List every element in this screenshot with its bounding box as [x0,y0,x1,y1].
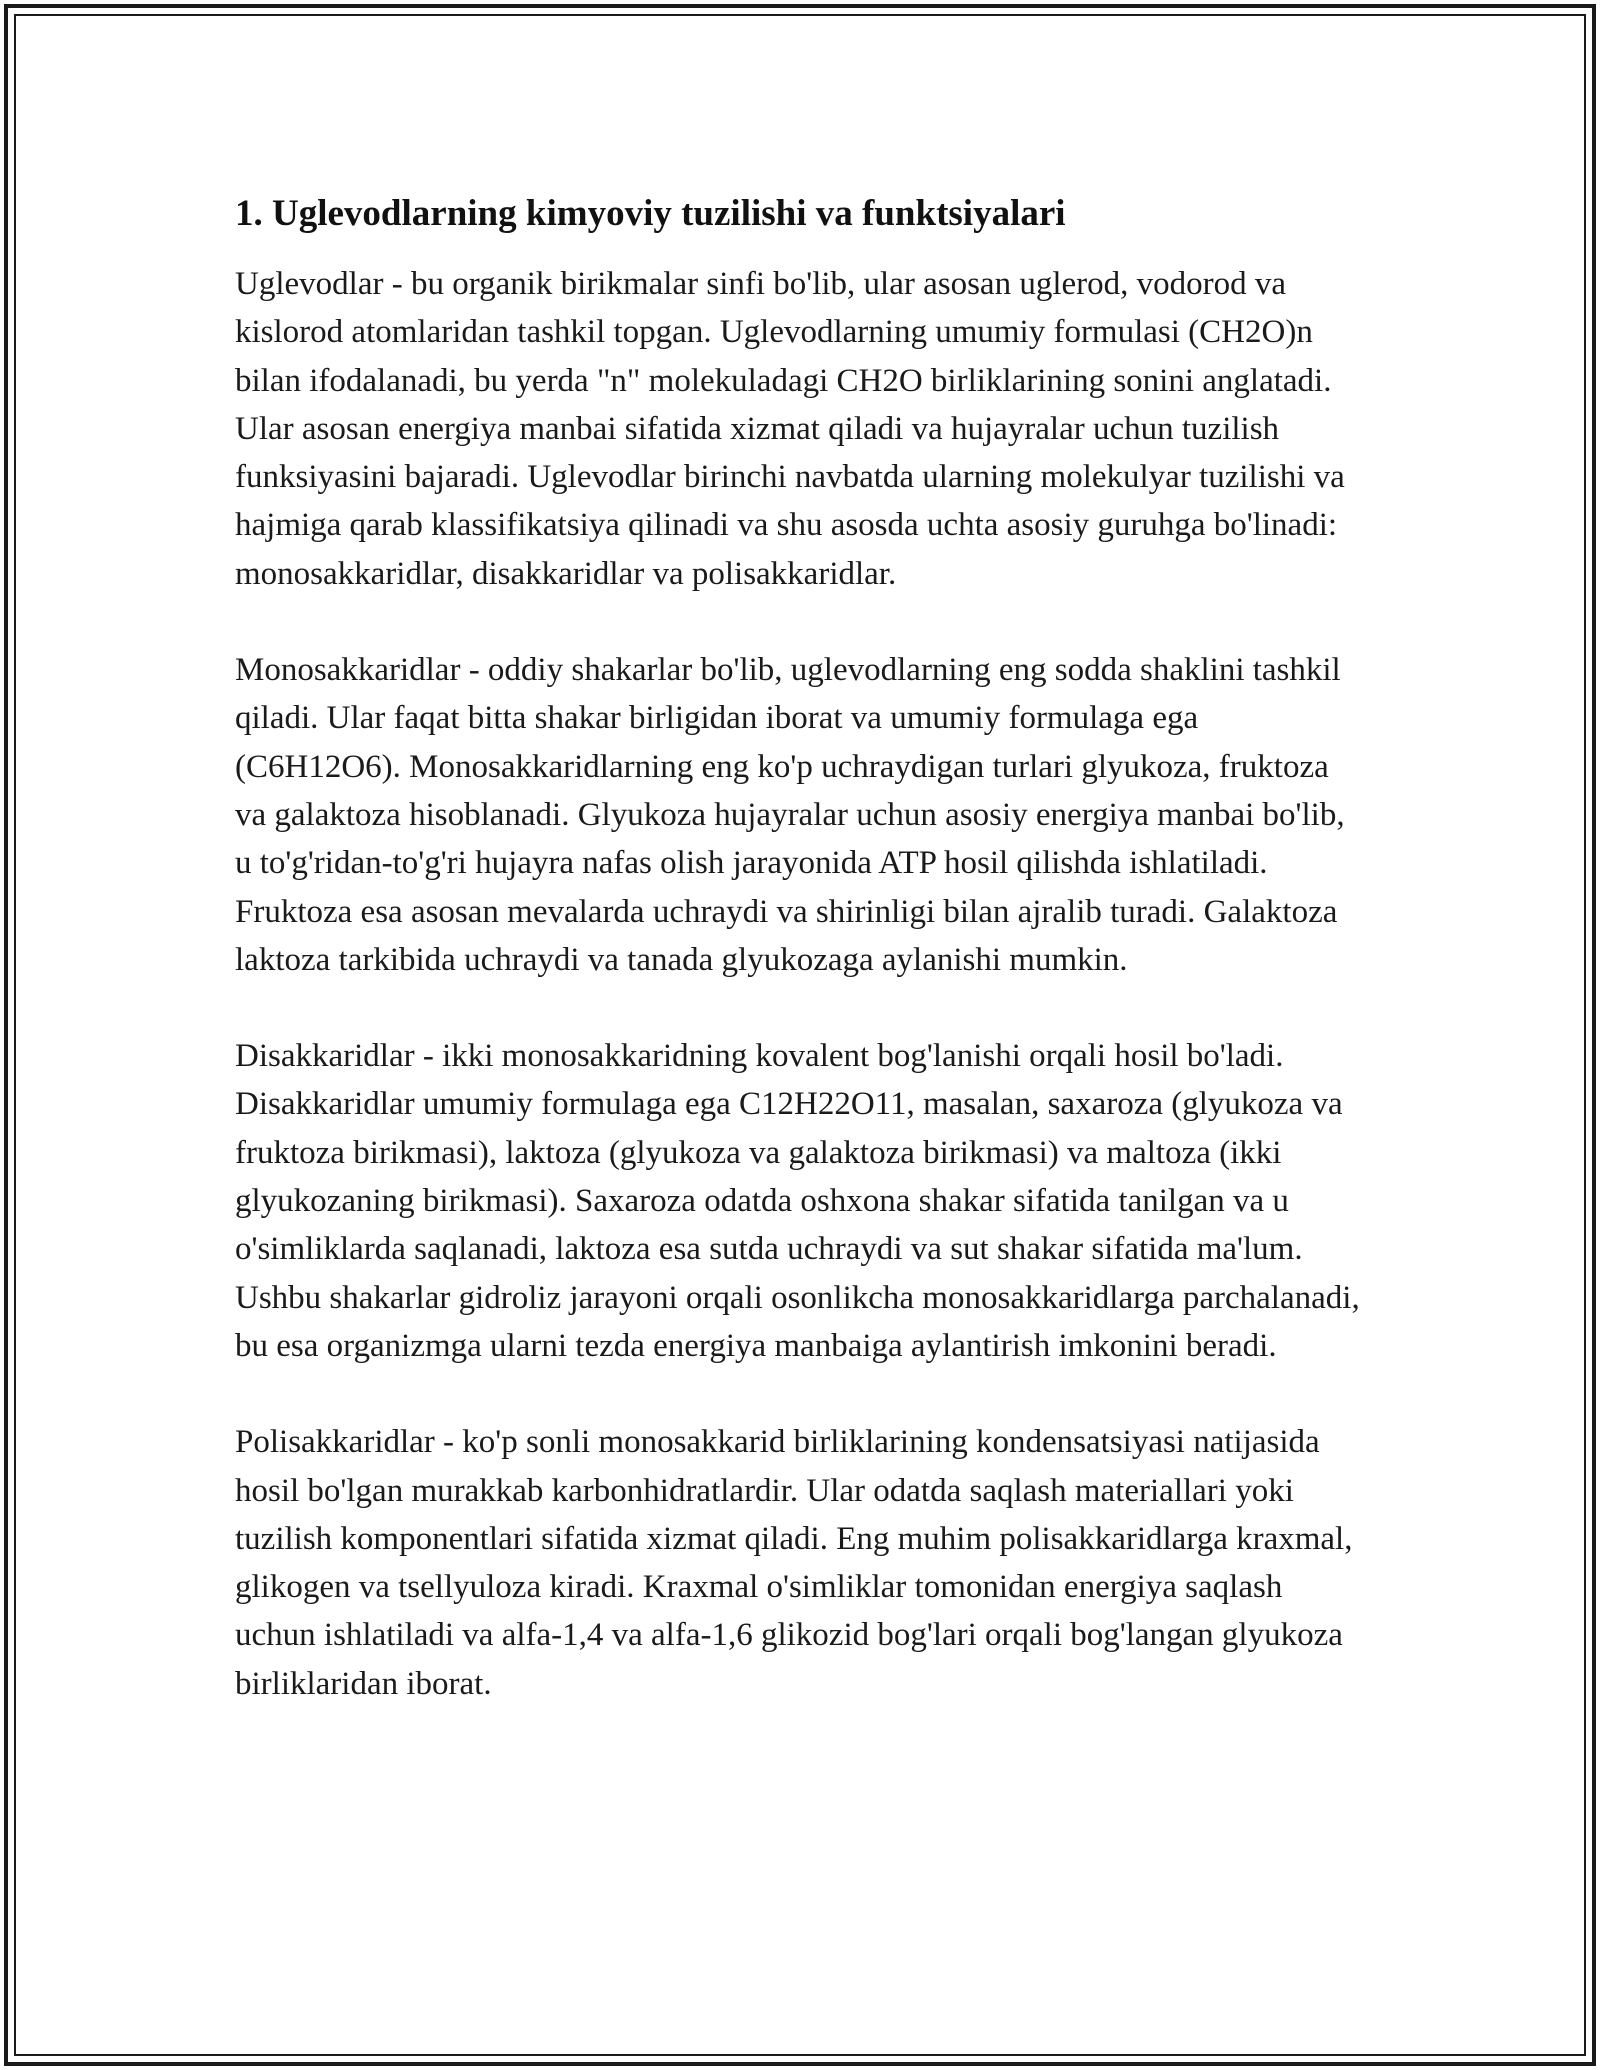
section-heading: 1. Uglevodlarning kimyoviy tuzilishi va funktsiyalari [235,193,1066,234]
paragraph-monosakkaridlar: Monosakkaridlar - oddiy shakarlar bo'lib, uglevodlarning eng sodda shaklini tashkil qiladi. Ular faqat bitta shakar birligidan iborat va umumiy formulaga ega (C6H12O6). Monosakkaridlarning eng ko'p uchraydigan turlari glyukoza, fruktoza va galaktoza hisoblanadi. Glyukoza hujayralar uchun asosiy energiya manbai bo'lib, u to'g'ridan-to'g'ri hujayra nafas olish jarayonida ATP hosil qilishda ishlatiladi. Fruktoza esa asosan mevalarda uchraydi va shirinligi bilan ajralib turadi. Galaktoza laktoza tarkibida uchraydi va tanada glyukozaga aylanishi mumkin. [235,652,1345,978]
paragraph-disakkaridlar: Disakkaridlar - ikki monosakkaridning kovalent bog'lanishi orqali hosil bo'ladi. Disakkaridlar umumiy formulaga ega C12H22O11, masalan, saxaroza (glyukoza va fruktoza birikmasi), laktoza (glyukoza va galaktoza birikmasi) va maltoza (ikki glyukozaning birikmasi). Saxaroza odatda oshxona shakar sifatida tanilgan va u o'simliklarda saqlanadi, laktoza esa sutda uchraydi va sut shakar sifatida ma'lum. Ushbu shakarlar gidroliz jarayoni orqali osonlikcha monosakkaridlarga parchalanadi, bu esa organizmga ularni tezda energiya manbaiga aylantirish imkonini beradi. [235,1038,1360,1364]
paragraph-uglevodlar: Uglevodlar - bu organik birikmalar sinfi bo'lib, ular asosan uglerod, vodorod va kislorod atomlaridan tashkil topgan. Uglevodlarning umumiy formulasi (CH2O)n bilan ifodalanadi, bu yerda "n" molekuladagi CH2O birliklarining sonini anglatadi. Ular asosan energiya manbai sifatida xizmat qiladi va hujayralar uchun tuzilish funksiyasini bajaradi. Uglevodlar birinchi navbatda ularning molekulyar tuzilishi va hajmiga qarab klassifikatsiya qilinadi va shu asosda uchta asosiy guruhga bo'linadi: monosakkaridlar, disakkaridlar va polisakkaridlar. [235,266,1345,592]
document-body [235,190,1365,1756]
paragraph-polisakkaridlar: Polisakkaridlar - ko'p sonli monosakkarid birliklarining kondensatsiyasi natijasida hosil bo'lgan murakkab karbonhidratlardir. Ular odatda saqlash materiallari yoki tuzilish komponentlari sifatida xizmat qiladi. Eng muhim polisakkaridlarga kraxmal, glikogen va tsellyuloza kiradi. Kraxmal o'simliklar tomonidan energiya saqlash uchun ishlatiladi va alfa-1,4 va alfa-1,6 glikozid bog'lari orqali bog'langan glyukoza birliklaridan iborat. [235,1424,1353,1702]
